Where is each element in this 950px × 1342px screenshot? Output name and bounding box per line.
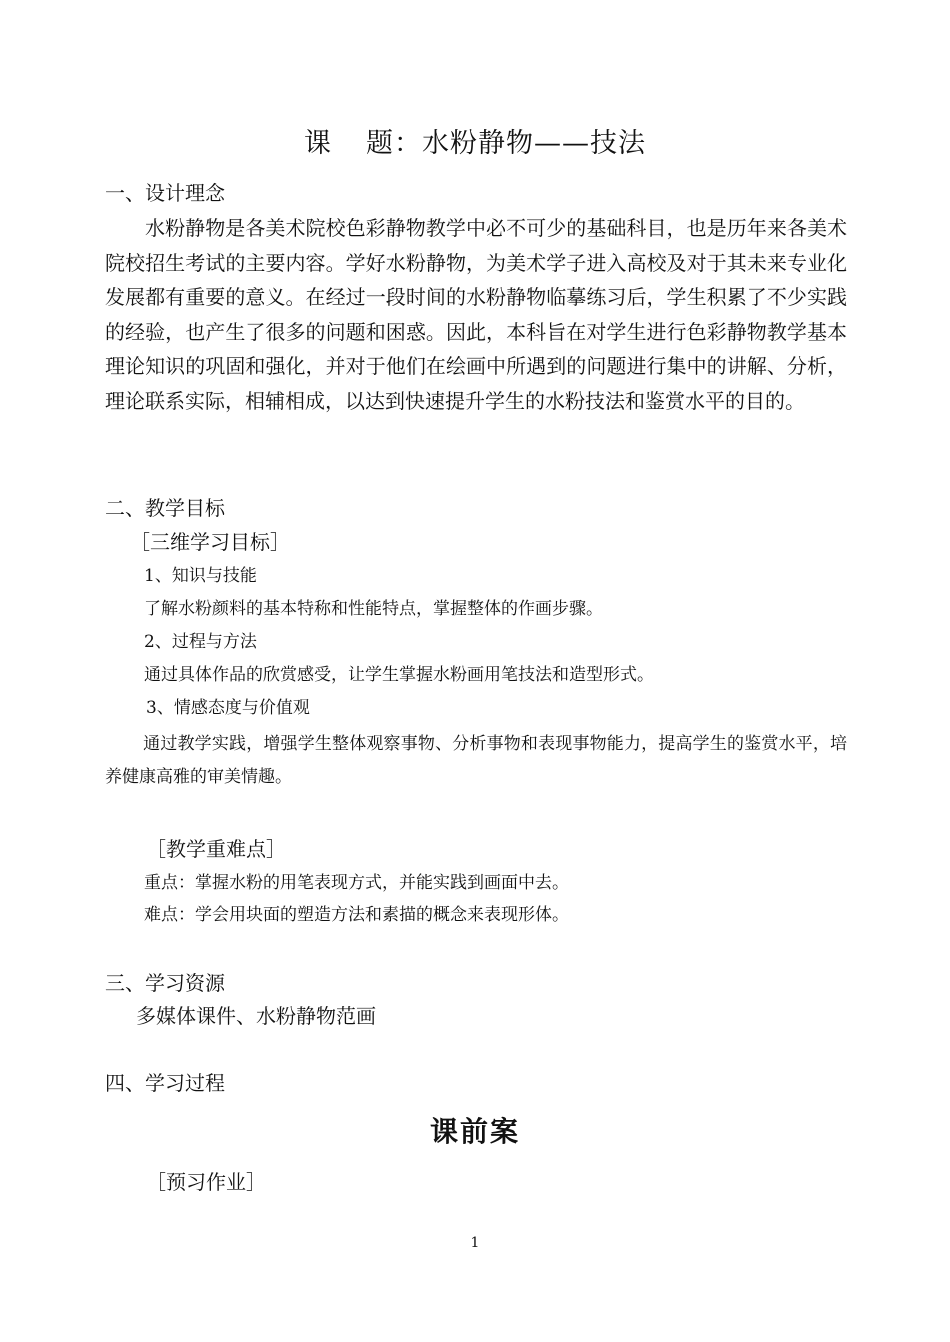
design-concept-paragraph bbox=[105, 211, 847, 419]
page-number: 1 bbox=[470, 1235, 480, 1251]
section-heading-design-concept: 一、设计理念 bbox=[105, 181, 225, 205]
section-heading-learning-resources: 三、学习资源 bbox=[105, 971, 225, 995]
key-point-text: 重点：掌握水粉的用笔表现方式，并能实践到画面中去。 bbox=[144, 873, 569, 893]
objective-text-knowledge: 了解水粉颜料的基本特称和性能特点，掌握整体的作画步骤。 bbox=[144, 599, 603, 619]
pre-class-title: 课前案 bbox=[429, 1115, 520, 1148]
objective-text-process: 通过具体作品的欣赏感受，让学生掌握水粉画用笔技法和造型形式。 bbox=[144, 665, 654, 685]
objective-label-knowledge: 1、知识与技能 bbox=[144, 566, 257, 586]
learning-resources-text: 多媒体课件、水粉静物范画 bbox=[136, 1004, 376, 1028]
key-points-title: ［教学重难点］ bbox=[146, 837, 286, 861]
page-title bbox=[0, 124, 950, 164]
objective-label-emotion: 3、情感态度与价值观 bbox=[146, 698, 310, 718]
three-dimension-goals-title: ［三维学习目标］ bbox=[130, 530, 290, 554]
section-heading-teaching-goals: 二、教学目标 bbox=[105, 496, 225, 520]
section-heading-learning-process: 四、学习过程 bbox=[105, 1071, 225, 1095]
page-title-text: 题：水粉静物——技法 bbox=[366, 128, 646, 159]
objective-text-emotion: 通过教学实践，增强学生整体观察事物、分析事物和表现事物能力，提高学生的鉴赏水平，培养健康高雅的审美情趣。 bbox=[105, 734, 847, 787]
difficult-point-text: 难点：学会用块面的塑造方法和素描的概念来表现形体。 bbox=[144, 905, 569, 925]
preview-homework-title: ［预习作业］ bbox=[146, 1170, 266, 1194]
objective-label-process: 2、过程与方法 bbox=[144, 632, 257, 652]
design-concept-text: 水粉静物是各美术院校色彩静物教学中必不可少的基础科目，也是历年来各美术院校招生考试的主要内容。学好水粉静物，为美术学子进入高校及对于其未来专业化发展都有重要的意义。在经过一段时间的水粉静物临摹练习后，学生积累了不少实践的经验，也产生了很多的问题和困惑。因此，本科旨在对学生进行色彩静物教学基本理论知识的巩固和强化，并对于他们在绘画中所遇到的问题进行集中的讲解、分析，理论联系实际，相辅相成，以达到快速提升学生的水粉技法和鉴赏水平的目的。 bbox=[105, 216, 847, 413]
page-title-label: 课 bbox=[304, 128, 332, 159]
objective-text-emotion-block bbox=[105, 728, 847, 794]
